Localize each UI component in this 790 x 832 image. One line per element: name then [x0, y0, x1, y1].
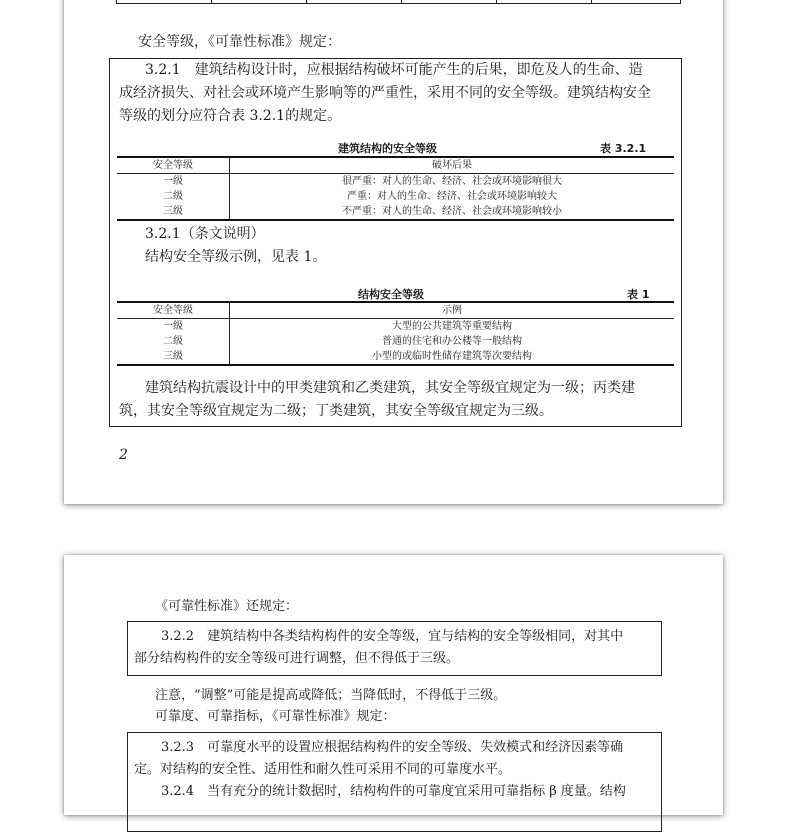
table-1-number: 表 1 [627, 288, 650, 301]
seismic-line2: 筑，其安全等级宜规定为二级；丁类建筑，其安全等级宜规定为三级。 [119, 403, 553, 419]
reliability-index-intro: 可靠度、可靠指标，《可靠性标准》规定： [155, 709, 396, 724]
table-row [117, 189, 674, 204]
table-cell: 严重：对人的生命、经济、社会或环境影响较大 [347, 191, 557, 202]
table-cell: 普通的住宅和办公楼等一般结构 [382, 336, 522, 347]
clause-321-line3: 等级的划分应符合表 3.2.1的规定。 [119, 108, 342, 124]
table-cell: 大型的公共建筑等重要结构 [392, 321, 512, 332]
safety-level-intro: 安全等级，《可靠性标准》规定： [138, 34, 341, 50]
clause-322-line2: 部分结构构件的安全等级可进行调整，但不得低于三级。 [134, 651, 460, 666]
table-321-header-level: 安全等级 [117, 157, 230, 174]
table-row [117, 174, 674, 190]
table-1-header-level: 安全等级 [117, 302, 230, 319]
table-321-number: 表 3.2.1 [600, 142, 647, 155]
standard-excerpt-box [109, 58, 682, 427]
table-cell: 三级 [117, 349, 230, 365]
reliability-intro: 《可靠性标准》还规定： [155, 599, 299, 614]
table-1-header-example: 示例 [230, 302, 675, 319]
table-row [117, 204, 674, 220]
clause-321-line2: 成经济损失、对社会或环境产生影响等的严重性，采用不同的安全等级。建筑结构安全 [119, 85, 651, 101]
table-cell: 一级 [117, 319, 230, 335]
table-row [117, 334, 674, 349]
table-cell: 很严重：对人的生命、经济、社会或环境影响很大 [342, 176, 562, 187]
table-cell: 三级 [117, 204, 230, 220]
table-cell: 一级 [117, 174, 230, 190]
page-number: 2 [119, 447, 128, 463]
clause-323-line2: 定。对结构的安全性、适用性和耐久性可采用不同的可靠度水平。 [134, 762, 512, 777]
explanation-title: 3.2.1（条文说明） [145, 226, 265, 242]
table-1 [117, 301, 674, 366]
table-321 [117, 156, 674, 221]
table-cell: 二级 [117, 189, 230, 204]
clause-324-line1: 3.2.4 当有充分的统计数据时，结构构件的可靠度宜采用可靠指标 β 度量。结构 [161, 784, 626, 799]
document-page-2 [64, 555, 723, 815]
table-cell: 二级 [117, 334, 230, 349]
table-row [117, 349, 674, 365]
table-1-title: 结构安全等级 [358, 288, 424, 301]
document-page-1 [64, 0, 723, 504]
table-row [117, 319, 674, 335]
seismic-line1: 建筑结构抗震设计中的甲类建筑和乙类建筑，其安全等级宜规定为一级；丙类建 [145, 380, 635, 396]
previous-table-remnant [116, 0, 681, 4]
table-cell: 不严重：对人的生命、经济、社会或环境影响较小 [230, 204, 675, 220]
table-321-header-consequence: 破坏后果 [230, 157, 675, 174]
table-cell: 小型的或临时性储存建筑等次要结构 [230, 349, 675, 365]
clause-321-line1: 3.2.1 建筑结构设计时，应根据结构破坏可能产生的后果，即危及人的生命、造 [145, 62, 643, 78]
table-321-title: 建筑结构的安全等级 [338, 142, 437, 155]
explanation-line: 结构安全等级示例，见表 1。 [145, 249, 327, 265]
clause-323-box [127, 732, 662, 832]
adjustment-note: 注意，“调整”可能是提高或降低；当降低时，不得低于三级。 [155, 688, 507, 703]
clause-322-line1: 3.2.2 建筑结构中各类结构构件的安全等级，宜与结构的安全等级相同，对其中 [161, 629, 624, 644]
clause-322-box [127, 621, 662, 676]
clause-323-line1: 3.2.3 可靠度水平的设置应根据结构构件的安全等级、失效模式和经济因素等确 [161, 740, 624, 755]
